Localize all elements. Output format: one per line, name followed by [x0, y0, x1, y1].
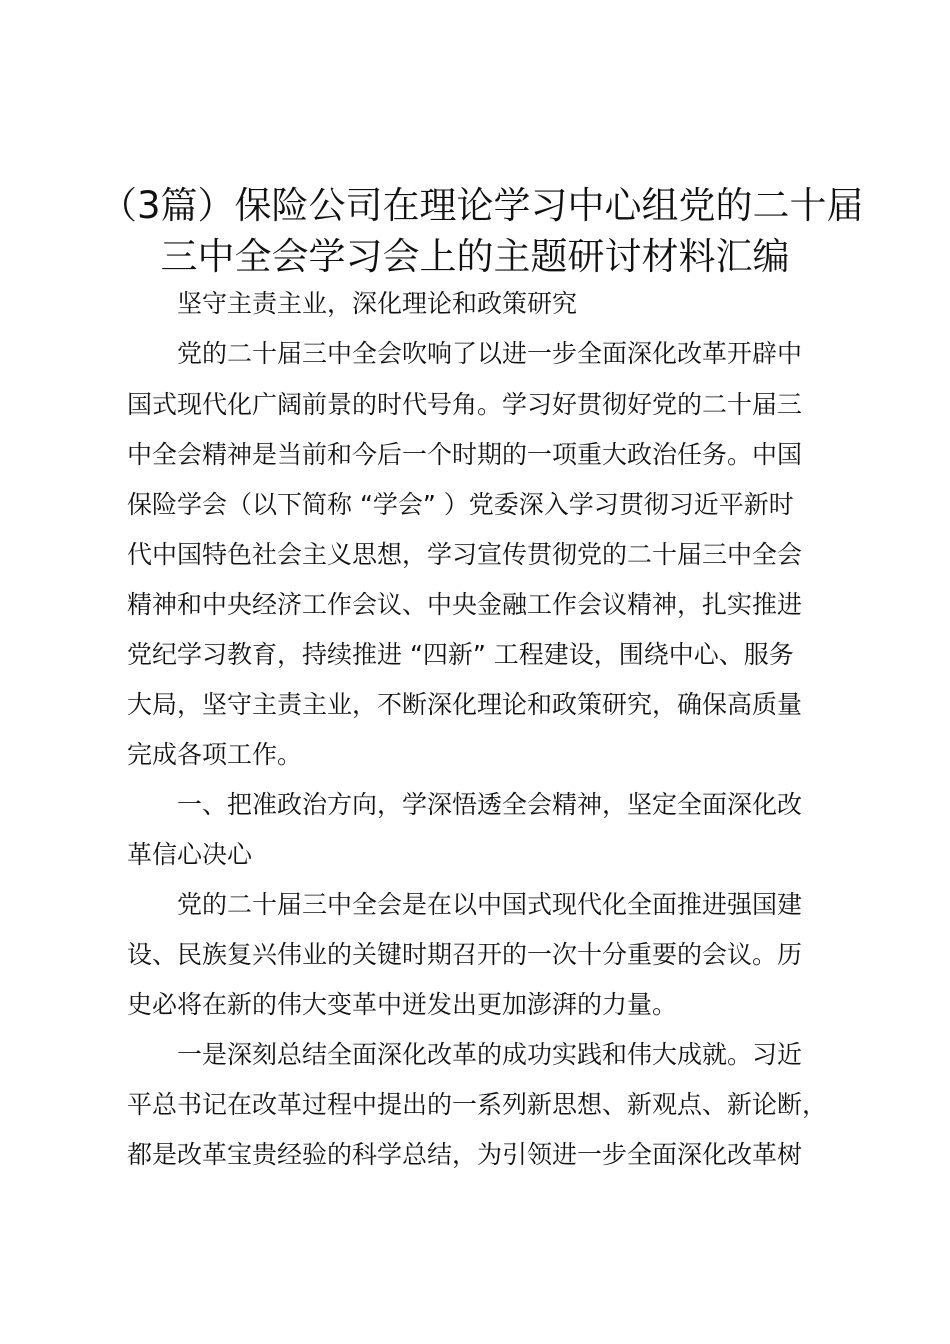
body-line: 史必将在新的伟大变革中迸发出更加澎湃的力量。 — [127, 990, 678, 1019]
body-line: 平总书记在改革过程中提出的一系列新思想、新观点、新论断， — [127, 1090, 828, 1119]
section-heading-line: 一、把准政治方向，学深悟透全会精神，坚定全面深化改 — [177, 790, 803, 819]
body-line: 一是深刻总结全面深化改革的成功实践和伟大成就。习近 — [177, 1040, 803, 1069]
document-title-line-1: （3篇）保险公司在理论学习中心组党的二十届 — [100, 184, 864, 227]
body-line: 中全会精神是当前和今后一个时期的一项重大政治任务。中国 — [127, 440, 803, 469]
body-line: 完成各项工作。 — [127, 740, 303, 769]
document-subtitle: 坚守主责主业，深化理论和政策研究 — [177, 289, 578, 318]
body-line: 党的二十届三中全会吹响了以进一步全面深化改革开辟中 — [177, 339, 803, 368]
document-title-line-2: 三中全会学习会上的主题研讨材料汇编 — [160, 235, 790, 278]
body-line: 党的二十届三中全会是在以中国式现代化全面推进强国建 — [177, 890, 803, 919]
body-line: 设、民族复兴伟业的关键时期召开的一次十分重要的会议。历 — [127, 940, 803, 969]
section-heading-line: 革信心决心 — [127, 840, 253, 869]
body-line: 国式现代化广阔前景的时代号角。学习好贯彻好党的二十届三 — [127, 390, 803, 419]
body-line: 大局，坚守主责主业，不断深化理论和政策研究，确保高质量 — [127, 690, 803, 719]
body-line: 都是改革宝贵经验的科学总结，为引领进一步全面深化改革树 — [127, 1140, 803, 1169]
body-line: 党纪学习教育，持续推进 “四新” 工程建设，围绕中心、服务 — [127, 640, 794, 669]
body-line: 精神和中央经济工作会议、中央金融工作会议精神，扎实推进 — [127, 590, 803, 619]
body-line: 保险学会（以下简称 “学会” ）党委深入学习贯彻习近平新时 — [127, 490, 794, 519]
body-line: 代中国特色社会主义思想，学习宣传贯彻党的二十届三中全会 — [127, 540, 803, 569]
